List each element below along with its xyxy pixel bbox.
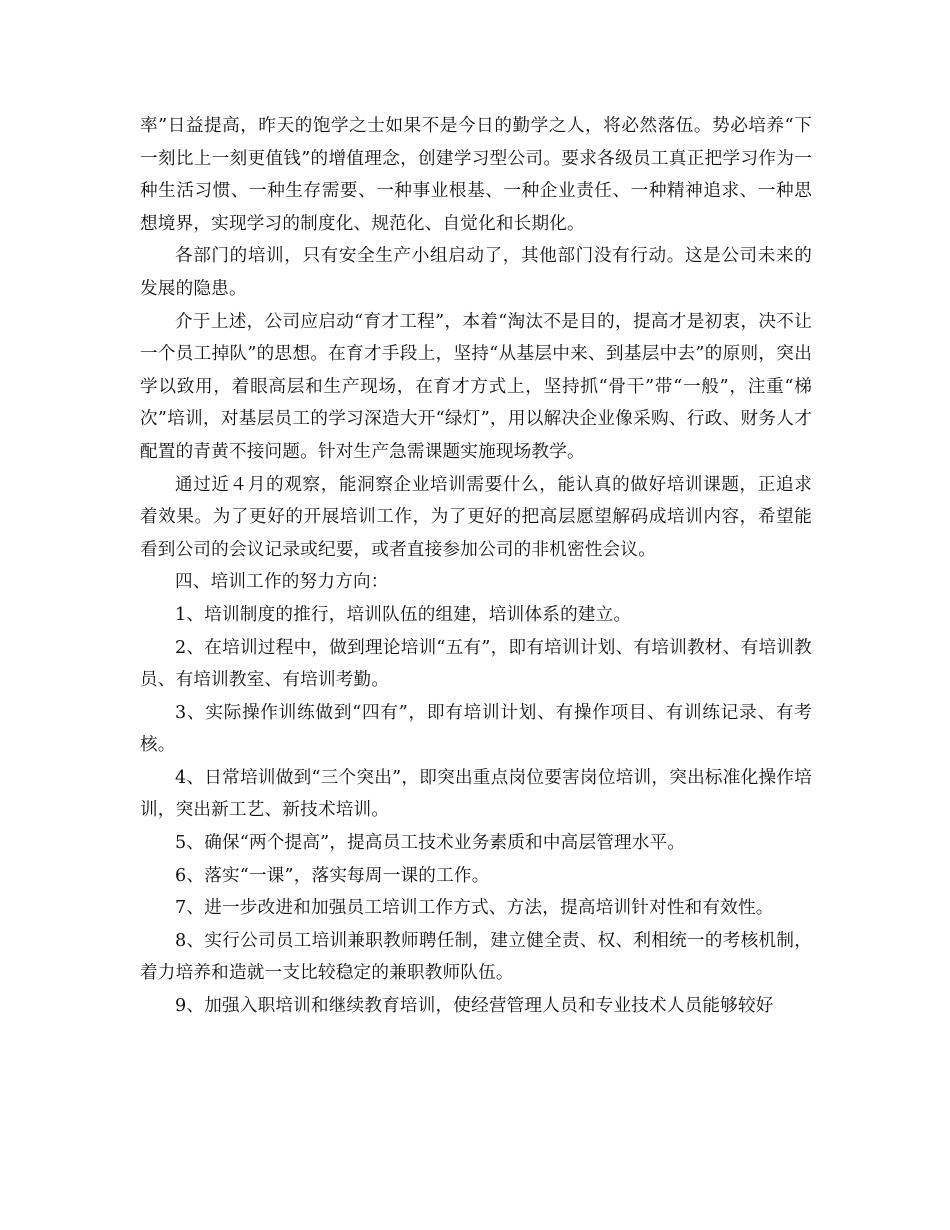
list-item-2: 2、在培训过程中，做到理论培训“五有”，即有培训计划、有培训教材、有培训教员、有培训教室、有培训考勤。 — [140, 637, 812, 691]
list-item-8: 8、实行公司员工培训兼职教师聘任制，建立健全责、权、利相统一的考核机制，着力培养和造就一支比较稳定的兼职教师队伍。 — [140, 930, 812, 984]
paragraph-continued: 率”日益提高，昨天的饱学之士如果不是今日的勤学之人，将必然落伍。势必培养“下一刻比上一刻更值钱”的增值理念，创建学习型公司。要求各级员工真正把学习作为一种生活习惯、一种生存需要、一种事业根基、一种企业责任、一种精神追求、一种思想境界，实现学习的制度化、规范化、自觉化和长期化。 — [140, 116, 812, 234]
paragraph-talent-project: 介于上述，公司应启动“育才工程”，本着“淘汰不是目的，提高才是初衷，决不让一个员工掉队”的思想。在育才手段上，坚持“从基层中来、到基层中去”的原则，突出学以致用，着眼高层和生产现场，在育才方式上，坚持抓“骨干”带“一般”，注重“梯次”培训，对基层员工的学习深造大开“绿灯”，用以解决企业像采购、行政、财务人才配置的青黄不接问题。针对生产急需课题实施现场教学。 — [140, 311, 812, 462]
list-item-4: 4、日常培训做到“三个突出”，即突出重点岗位要害岗位培训，突出标准化操作培训，突出新工艺、新技术培训。 — [140, 767, 812, 821]
section-heading-training-direction: 四、培训工作的努力方向： — [175, 572, 389, 593]
list-item-3: 3、实际操作训练做到“四有”，即有培训计划、有操作项目、有训练记录、有考核。 — [140, 702, 812, 756]
list-item-1: 1、培训制度的推行，培训队伍的组建，培训体系的建立。 — [175, 604, 632, 625]
paragraph-observation: 通过近４月的观察，能洞察企业培训需要什么，能认真的做好培训课题，正追求着效果。为了更好的开展培训工作，为了更好的把高层愿望解码成培训内容，希望能看到公司的会议记录或纪要，或者直接参加公司的非机密性会议。 — [140, 474, 812, 560]
document-page — [140, 110, 812, 1023]
paragraph-department-training: 各部门的培训，只有安全生产小组启动了，其他部门没有行动。这是公司未来的发展的隐患。 — [140, 246, 812, 299]
list-item-7: 7、进一步改进和加强员工培训工作方式、方法，提高培训针对性和有效性。 — [175, 898, 774, 919]
list-item-6: 6、落实“一课”，落实每周一课的工作。 — [175, 865, 490, 886]
list-item-5: 5、确保“两个提高”，提高员工技术业务素质和中高层管理水平。 — [175, 833, 686, 854]
list-item-9: 9、加强入职培训和继续教育培训，使经营管理人员和专业技术人员能够较好 — [175, 996, 774, 1017]
